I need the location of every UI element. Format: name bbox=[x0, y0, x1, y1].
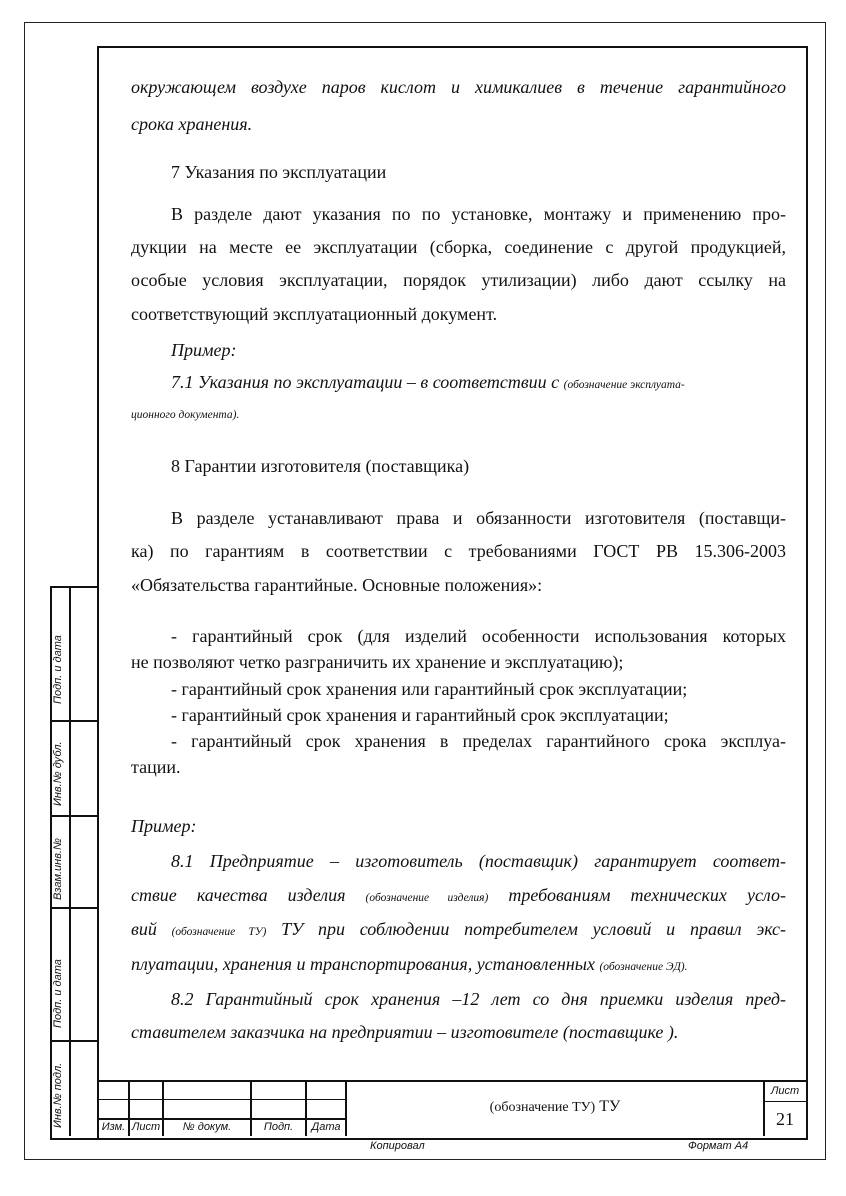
text-fragment: ТУ при соблюдении потребителем условий и правил экс- bbox=[281, 919, 787, 939]
copied-label: Копировал bbox=[370, 1140, 425, 1152]
text-line: особые условия эксплуатации, порядок утилизации) либо дают ссылку на bbox=[131, 270, 786, 290]
title-col-doc: № докум. bbox=[182, 1121, 232, 1133]
text-fragment: ствие качества изделия bbox=[131, 885, 346, 905]
list-item: не позволяют четко разграничить их хранение и эксплуатацию); bbox=[131, 652, 624, 672]
list-item: тации. bbox=[131, 757, 181, 777]
text-line: ка) по гарантиям в соответствии с требованиями ГОСТ РВ 15.306-2003 bbox=[131, 541, 786, 561]
stub-divider bbox=[50, 815, 97, 817]
stub-label-dup-inv: Инв.№ дубл. bbox=[52, 741, 64, 806]
text-line: «Обязательства гарантийные. Основные положения»: bbox=[131, 575, 543, 595]
text-line: В разделе дают указания по по установке, монтажу и применению про- bbox=[171, 204, 786, 224]
text-line: 8.2 Гарантийный срок хранения –12 лет со дня приемки изделия пред- bbox=[171, 989, 786, 1009]
text-fragment: плуатации, хранения и транспортирования, установленных bbox=[131, 954, 595, 974]
stub-label-sign-date: Подп. и дата bbox=[52, 635, 64, 704]
placeholder-note: (обозначение ЭД). bbox=[599, 961, 688, 973]
title-col-sign: Подп. bbox=[263, 1121, 294, 1133]
text-line bbox=[171, 373, 685, 392]
text-line bbox=[131, 955, 688, 974]
text-line bbox=[131, 886, 786, 905]
stub-label-replace-inv: Взам.инв.№ bbox=[52, 838, 64, 900]
sheet-label: Лист bbox=[770, 1085, 800, 1097]
document-designation bbox=[347, 1098, 763, 1116]
placeholder-note: ционного документа). bbox=[131, 409, 240, 421]
designation-note: (обозначение ТУ) bbox=[489, 1100, 596, 1115]
stub-label-orig-inv: Инв.№ подл. bbox=[52, 1062, 64, 1128]
list-item: - гарантийный срок хранения в пределах гарантийного срока эксплуа- bbox=[171, 731, 786, 751]
text-line: 8.1 Предприятие – изготовитель (поставщик) гарантирует соответ- bbox=[171, 851, 786, 871]
section-8-heading: 8 Гарантии изготовителя (поставщика) bbox=[171, 456, 470, 476]
stub-label-sign-date-2: Подп. и дата bbox=[52, 959, 64, 1028]
example-label: Пример: bbox=[131, 816, 197, 836]
title-block-row bbox=[97, 1099, 347, 1100]
text-line bbox=[131, 920, 786, 939]
text-line: соответствующий эксплуатационный документ. bbox=[131, 304, 498, 324]
text-fragment: вий bbox=[131, 919, 157, 939]
title-col-change: Изм. bbox=[101, 1121, 126, 1133]
stub-divider bbox=[50, 907, 97, 909]
text-fragment: 7.1 Указания по эксплуатации – в соответствии с bbox=[171, 372, 560, 392]
title-block-row bbox=[97, 1118, 347, 1120]
placeholder-note: (обозначение изделия) bbox=[365, 892, 489, 904]
format-label: Формат А4 bbox=[688, 1140, 749, 1152]
list-item: - гарантийный срок хранения или гарантийный срок эксплуатации; bbox=[171, 679, 688, 699]
designation-code: ТУ bbox=[599, 1098, 621, 1115]
title-col-date: Дата bbox=[311, 1121, 341, 1133]
stub-column-divider bbox=[69, 586, 71, 1136]
stub-divider bbox=[50, 1040, 97, 1042]
sheet-number: 21 bbox=[776, 1109, 794, 1129]
example-label: Пример: bbox=[171, 340, 237, 360]
placeholder-note: (обозначение ТУ) bbox=[171, 926, 267, 938]
sheet-box-divider bbox=[763, 1101, 806, 1102]
text-line: дукции на месте ее эксплуатации (сборка, соединение с другой продукцией, bbox=[131, 237, 786, 257]
list-item: - гарантийный срок (для изделий особенности использования которых bbox=[171, 626, 786, 646]
text-line: окружающем воздухе паров кислот и химикалиев в течение гарантийного bbox=[131, 77, 786, 97]
stub-divider bbox=[50, 720, 97, 722]
text-fragment: требованиям технических усло- bbox=[508, 885, 786, 905]
text-line: срока хранения. bbox=[131, 114, 253, 134]
title-block-top bbox=[97, 1080, 806, 1082]
list-item: - гарантийный срок хранения и гарантийный срок эксплуатации; bbox=[171, 705, 669, 725]
text-line: В разделе устанавливают права и обязанности изготовителя (поставщи- bbox=[171, 508, 786, 528]
section-7-heading: 7 Указания по эксплуатации bbox=[171, 162, 387, 182]
placeholder-note: (обозначение эксплуата- bbox=[563, 379, 685, 391]
title-col-sheet: Лист bbox=[131, 1121, 161, 1133]
text-line: ставителем заказчика на предприятии – изготовителе (поставщике ). bbox=[131, 1022, 679, 1042]
